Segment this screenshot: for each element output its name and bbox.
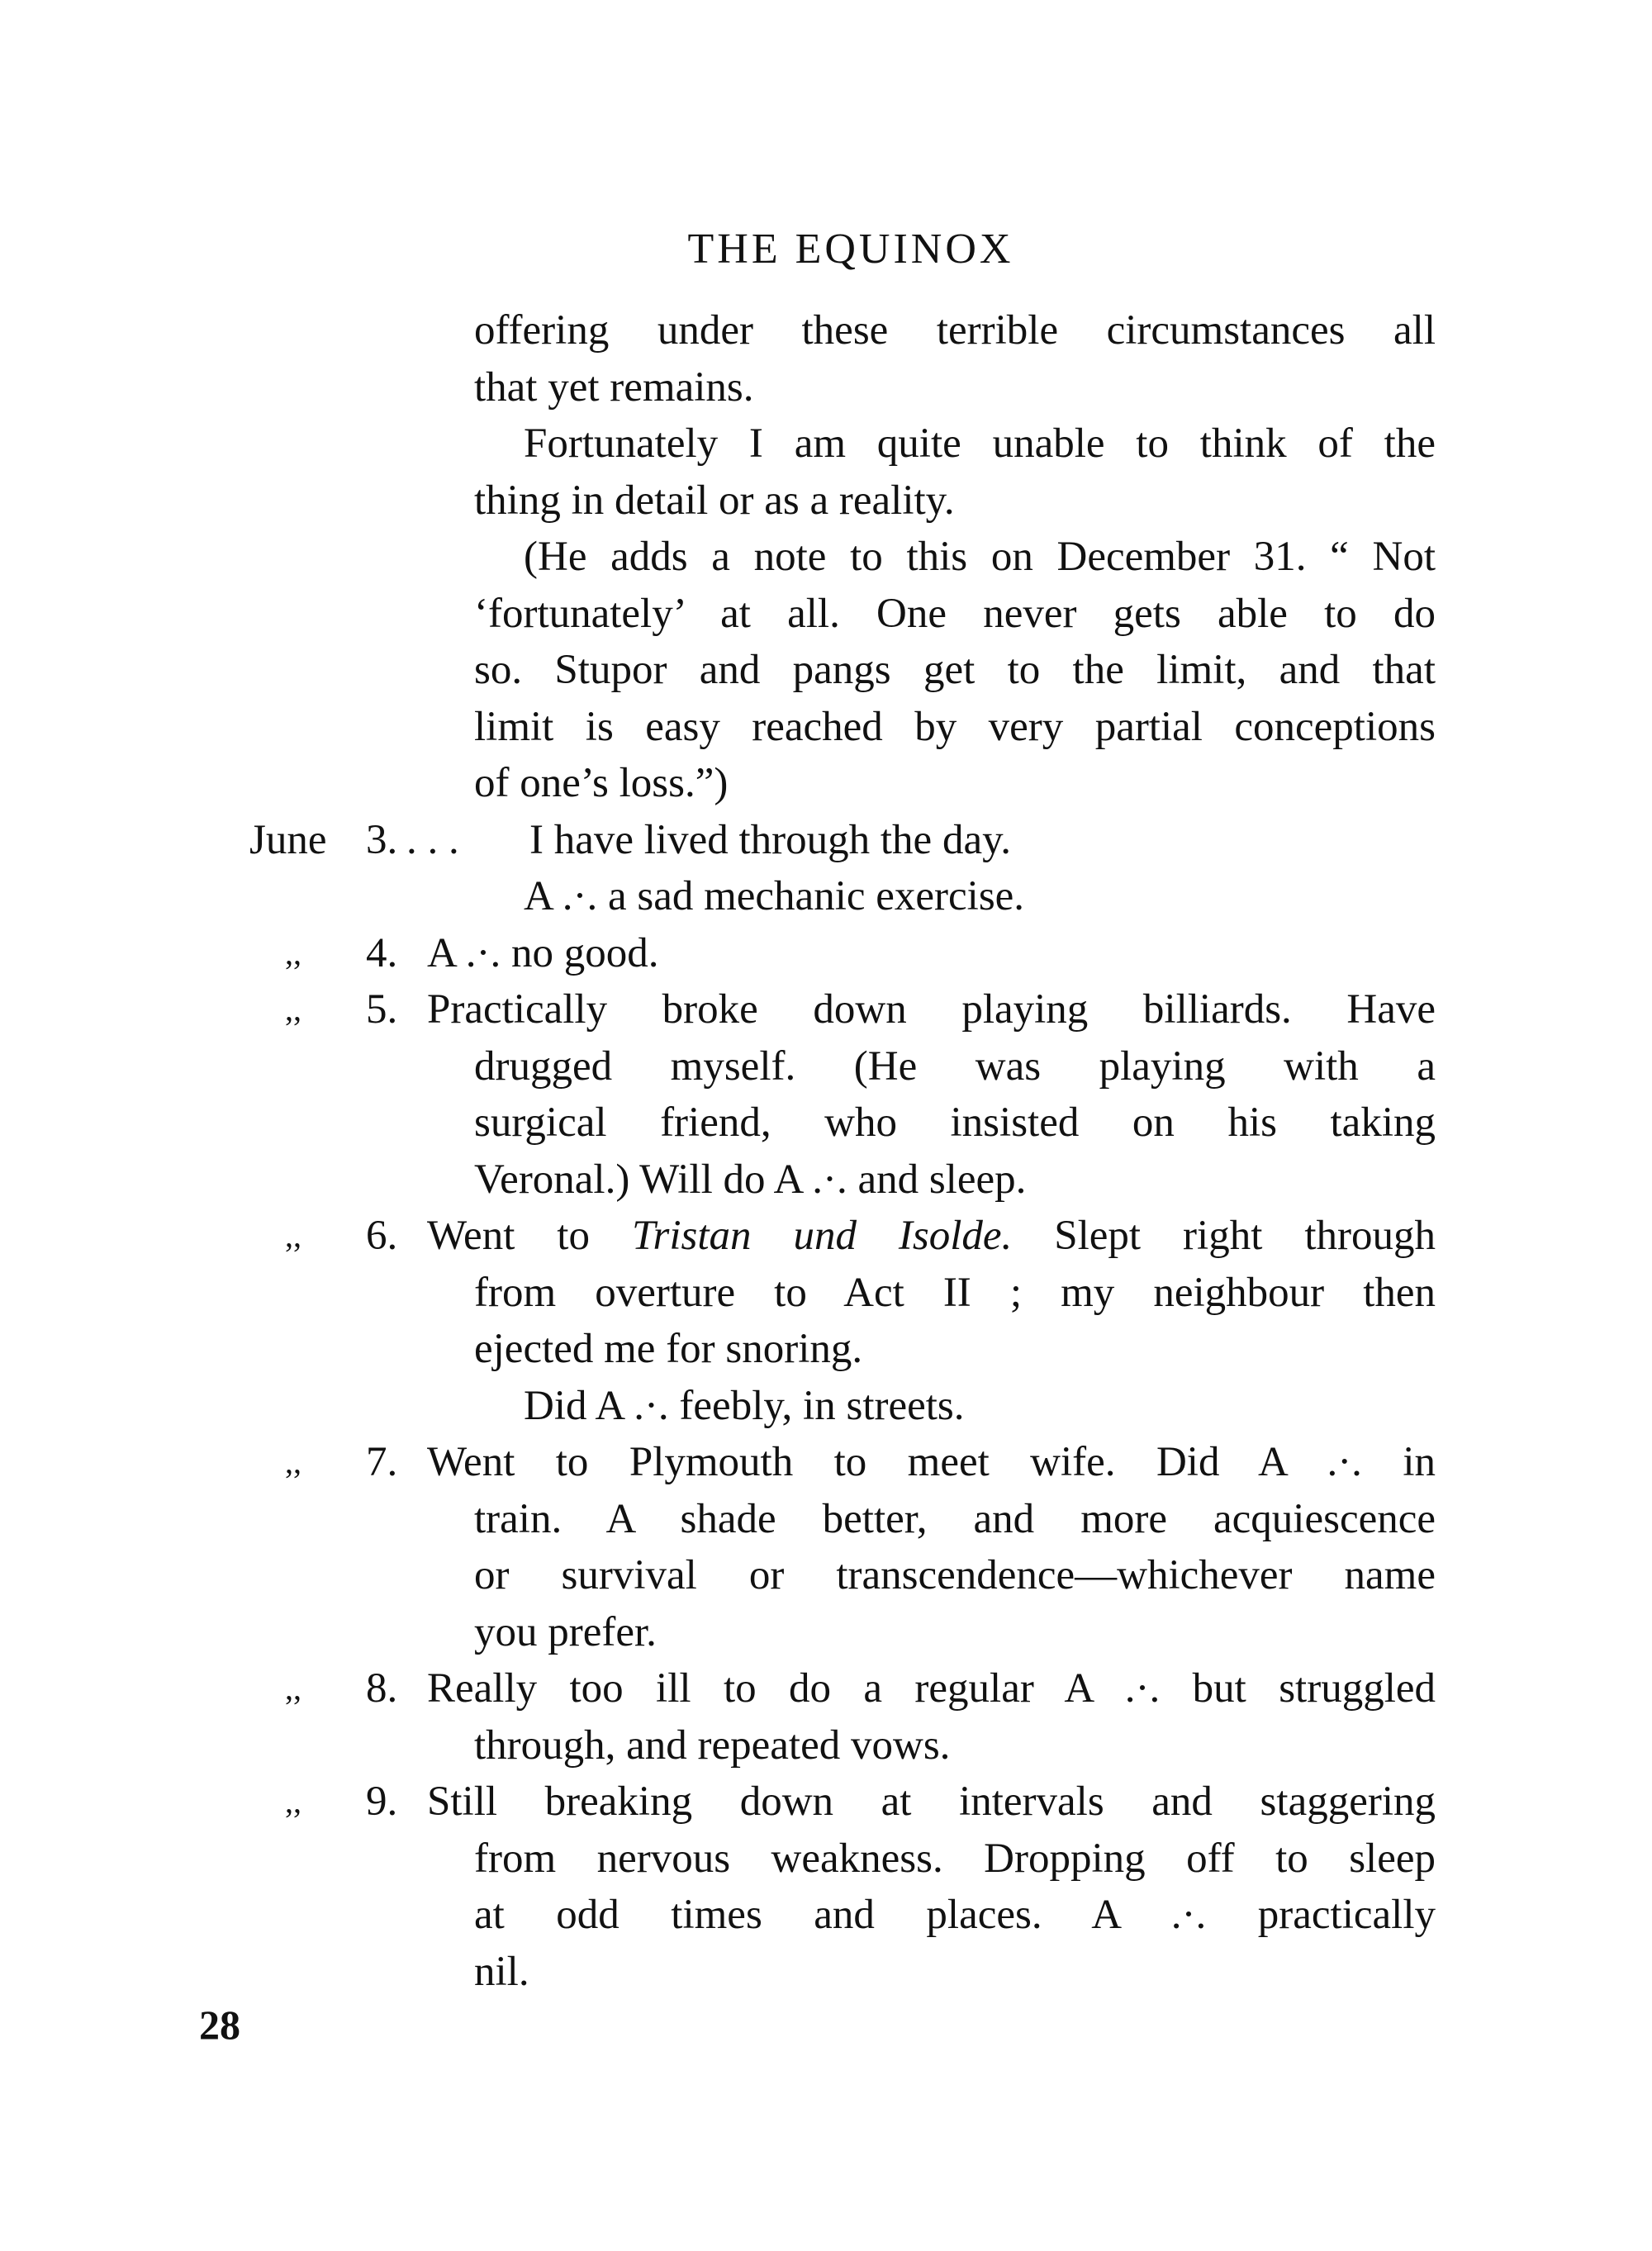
text-run: Went to Plymouth to meet wife. Did A .·. in: [427, 1439, 1436, 1485]
ditto-mark: ,,: [285, 1669, 301, 1707]
text-run: at odd times and places. A .·. practically: [474, 1892, 1436, 1938]
text-run: A .·. no good.: [427, 930, 659, 976]
text-run: Did A .·. feebly, in streets.: [524, 1383, 965, 1429]
text-line: [474, 1095, 1436, 1151]
text-line: [524, 529, 1436, 585]
text-line: [427, 981, 1436, 1038]
text-run: Fortunately I am quite unable to think of the: [524, 420, 1436, 467]
text-line: [524, 1378, 1436, 1434]
entry-day: 5.: [366, 986, 398, 1033]
text-run: Slept right through: [1012, 1213, 1436, 1259]
italic-title: Tristan und Isolde.: [631, 1213, 1013, 1259]
text-line: [474, 1321, 1436, 1377]
entry-day: 7.: [366, 1439, 398, 1485]
text-run: offering under these terrible circumstances all: [474, 307, 1436, 354]
ditto-mark: ,,: [285, 1783, 301, 1820]
text-line: [474, 359, 1436, 416]
text-line: [474, 699, 1436, 755]
text-line: [474, 1038, 1436, 1095]
text-line: [427, 1208, 1436, 1264]
ditto-mark: ,,: [285, 934, 301, 971]
text-run: limit is easy reached by very partial conceptions: [474, 704, 1436, 750]
entry-day: 4.: [366, 930, 398, 976]
text-run: from nervous weakness. Dropping off to sleep: [474, 1835, 1436, 1882]
text-run: (He adds a note to this on December 31. “ Not: [524, 534, 1436, 580]
text-run: I have lived through the day.: [529, 817, 1012, 863]
text-run: Still breaking down at intervals and staggering: [427, 1778, 1436, 1825]
ditto-mark: ,,: [285, 990, 301, 1028]
text-run: nil.: [474, 1949, 529, 1995]
text-line: [474, 1152, 1436, 1208]
text-line: [474, 302, 1436, 359]
text-line: [427, 1434, 1436, 1490]
text-run: you prefer.: [474, 1609, 657, 1655]
entry-day: 3.: [366, 817, 398, 863]
text-run: surgical friend, who insisted on his taking: [474, 1099, 1436, 1146]
text-line: [427, 1660, 1436, 1717]
text-run: Practically broke down playing billiards. Have: [427, 986, 1436, 1033]
text-line: [474, 1547, 1436, 1603]
text-line: [474, 755, 1436, 811]
text-run: drugged myself. (He was playing with a: [474, 1043, 1436, 1090]
leader-dots: . . .: [406, 817, 459, 863]
text-line: [427, 1774, 1436, 1830]
text-line: [474, 1944, 1436, 2000]
text-line: [524, 868, 1436, 924]
text-run: through, and repeated vows.: [474, 1722, 951, 1769]
text-run: train. A shade better, and more acquiescence: [474, 1496, 1436, 1542]
text-line: [474, 473, 1436, 529]
text-line: [427, 925, 1436, 981]
text-run: of one’s loss.”): [474, 760, 729, 806]
text-run: from overture to Act II ; my neighbour then: [474, 1270, 1436, 1316]
ditto-mark: ,,: [285, 1217, 301, 1254]
text-run: Veronal.) Will do A .·. and sleep.: [474, 1156, 1027, 1203]
text-line: [474, 1717, 1436, 1774]
entry-month: June: [249, 817, 327, 863]
text-run: Went to: [427, 1213, 632, 1259]
text-run: ejected me for snoring.: [474, 1326, 863, 1372]
running-title: THE EQUINOX: [687, 226, 1014, 273]
text-line: [474, 1491, 1436, 1547]
text-line: [529, 812, 1436, 868]
text-line: [474, 1887, 1436, 1943]
text-line: [474, 1831, 1436, 1887]
text-run: or survival or transcendence—whichever name: [474, 1552, 1436, 1598]
text-run: that yet remains.: [474, 364, 754, 411]
text-line: [474, 586, 1436, 642]
text-line: [474, 1604, 1436, 1660]
entry-day: 6.: [366, 1213, 398, 1259]
text-run: Really too ill to do a regular A .·. but struggled: [427, 1665, 1436, 1712]
text-run: A .·. a sad mechanic exercise.: [524, 873, 1025, 919]
text-run: ‘fortunately’ at all. One never gets able to do: [474, 591, 1436, 637]
entry-day: 9.: [366, 1778, 398, 1825]
page-number: 28: [199, 2002, 240, 2048]
text-run: thing in detail or as a reality.: [474, 477, 955, 524]
ditto-mark: ,,: [285, 1443, 301, 1480]
text-run: so. Stupor and pangs get to the limit, and that: [474, 647, 1436, 693]
text-line: [474, 1265, 1436, 1321]
text-line: [474, 642, 1436, 698]
text-line: [524, 416, 1436, 472]
entry-day: 8.: [366, 1665, 398, 1712]
